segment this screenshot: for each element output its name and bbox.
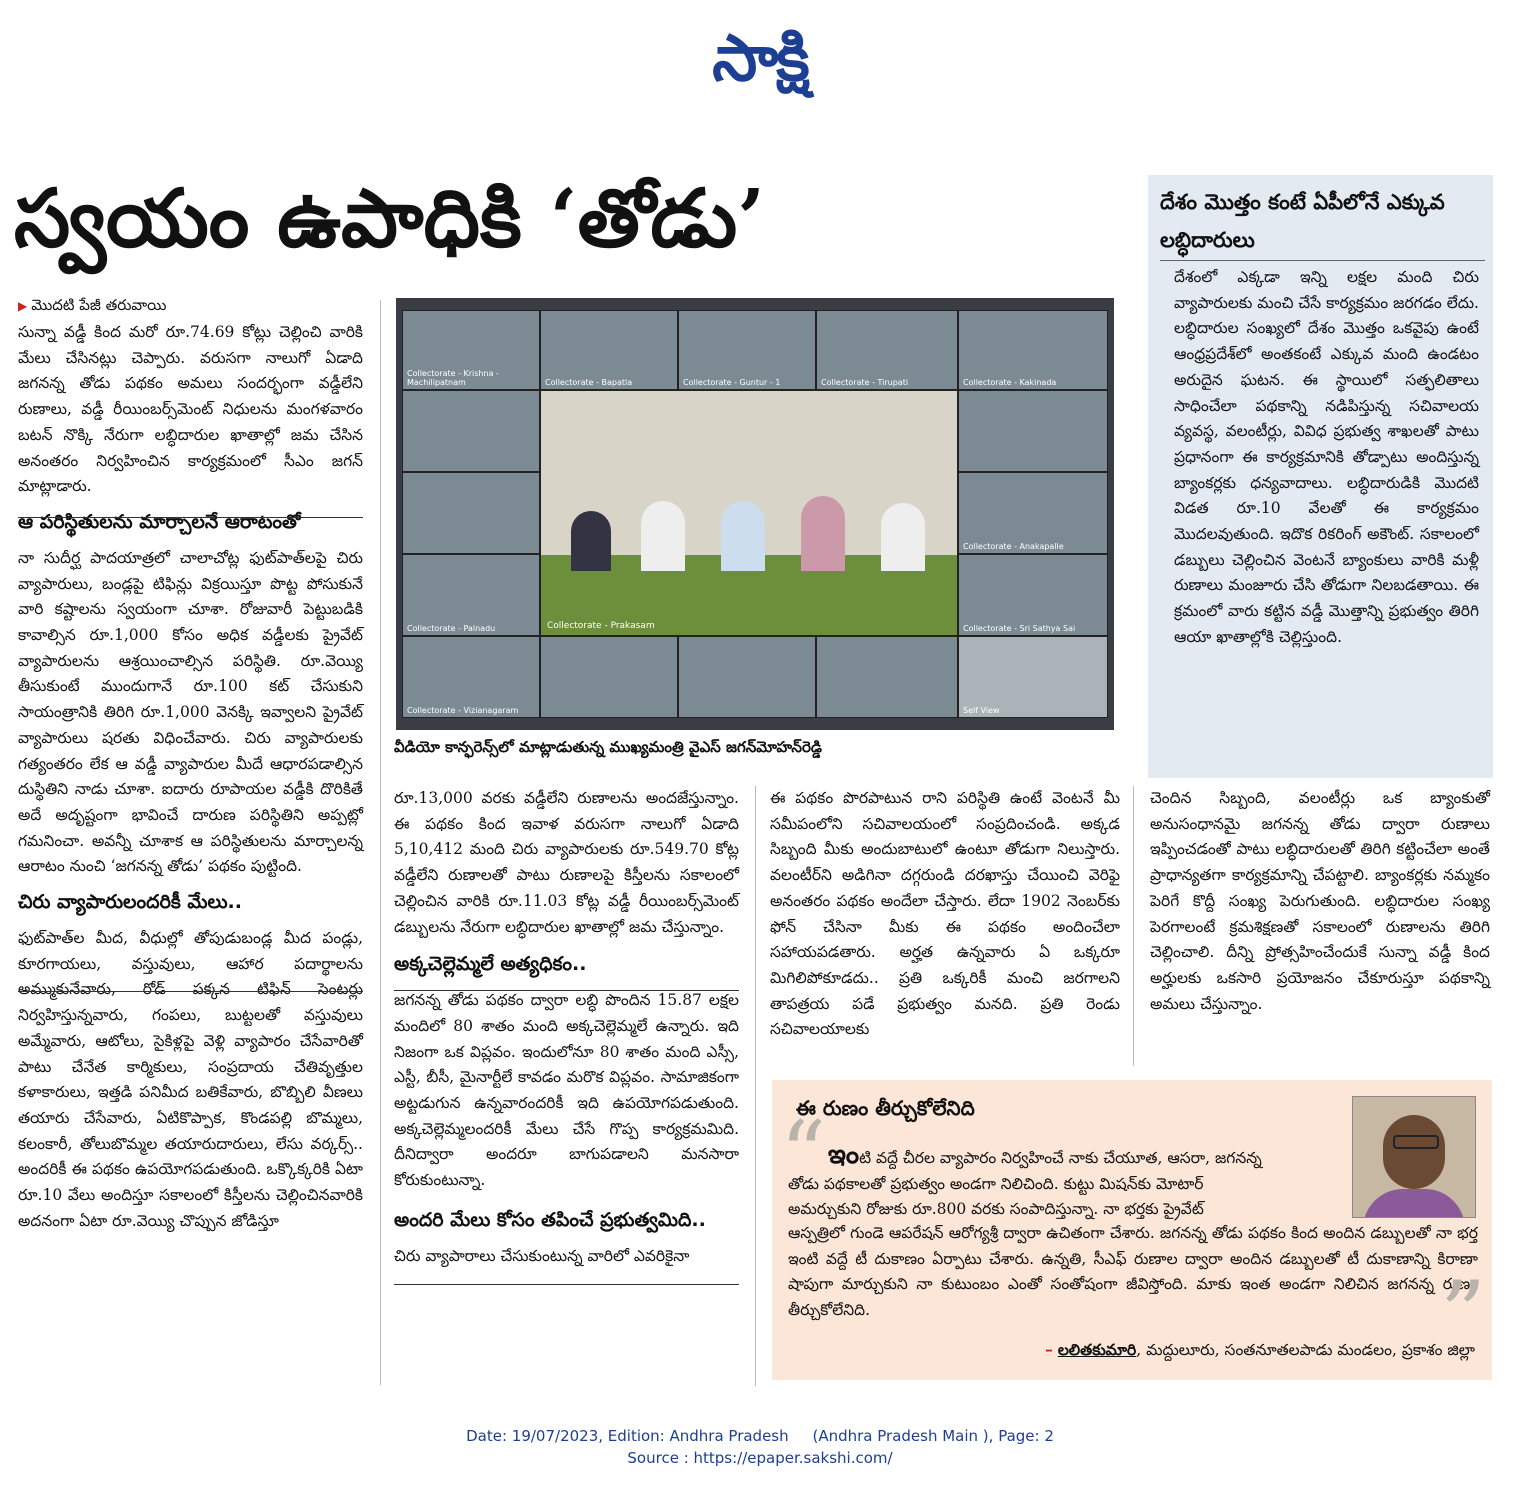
col1-para-1: నా సుదీర్ఘ పాదయాత్రలో చాలాచోట్ల ఫుట్‌పాత్‌లపై చిరు వ్యాపారులు, బండ్లపై టిఫిన్లు విక్రయిస్తూ పొట్ట పోసుకునే వారి కష్టాలను స్వయంగా చూశా. రోజువారీ పెట్టుబడికి కావాల్సిన రూ.1,000 కోసం అధిక వడ్డీలకు ప్రైవేట్‌ వ్యాపారులను ఆశ్రయించాల్సిన పరిస్థితి. రూ.వెయ్యి తీసుకుంటే ముందుగానే రూ.100 కట్‌ చేసుకుని సాయంత్రానికి తిరిగి రూ.1,000 వెనక్కి ఇవ్వాలని ప్రైవేట్‌ వ్యాపారులు షరతు విధించేవారు. చిరు వ్యాపారులకు గత్యంతరం లేక ఆ వడ్డీ వ్యాపారుల మీదే ఆధారపడాల్సిన దుస్థితిని నాడు చూశా. ఐదారు రూపాయల వడ్డీకి దొరికితే అదే అదృష్టంగా భావించే దారుణ పరిస్థితిని అప్పట్లో గమనించా. అవన్నీ చూశాక ఆ పరిస్థితులను మార్చాలన్న ఆరాటం నుంచి ‘జగనన్న తోడు’ పథకం పుట్టింది. (18, 548, 363, 876)
col2-para-1: రూ.13,000 వరకు వడ్డీలేని రుణాలను అందజేస్తున్నాం. ఈ పథకం కింద ఇవాళ వరుసగా నాలుగో ఏడాది 5,10,412 మంది చిరు వ్యాపారులకు రూ.549.70 కోట్ల వడ్డీలేని రుణాలతో పాటు రుణాలపై కిస్తీలను సకాలంలో చెల్లించిన వారికి రూ.11.03 కోట్ల వడ్డీ రీయింబర్స్‌మెంట్‌ డబ్బులను నేరుగా లబ్ధిదారుల ఖాతాల్లో జమ చేస్తున్నాం. (394, 789, 739, 936)
column-3 (770, 786, 1120, 1043)
signature-dash: – (1045, 1340, 1053, 1359)
photo-tile (958, 472, 1108, 554)
quote-body (788, 1140, 1338, 1223)
col1-subheading-2: చిరు వ్యాపారులందరికీ మేలు.. (18, 891, 242, 914)
tile-label: Collectorate - Anakapalle (963, 542, 1064, 551)
photo-tile (402, 472, 540, 554)
tile-label: Collectorate - Tirupati (821, 378, 909, 387)
photo-tile (678, 310, 816, 390)
triangle-icon: ▶ (18, 299, 28, 313)
quote-rest-text: ఆస్పత్రిలో గుండె ఆపరేషన్‌ ఆరోగ్యశ్రీ ద్వారా ఉచితంగా చేశారు. జగనన్న తోడు పథకం కింద అందిన డబ్బులతో నా భర్త ఇంటి వద్దే టీ దుకాణం ఏర్పాటు చేశారు. ఉన్నతి, సీఎఫ్‌ రుణాల ద్వారా అందిన డబ్బులతో టీ దుకాణాన్ని కిరాణా షాపుగా మార్చుకుని నా కుటుంబం ఎంతో సంతోషంగా జీవిస్తోంది. మాకు ఇంత అండగా నిలిచిన జగనన్న రుణం తీర్చుకోలేనిది. (788, 1224, 1478, 1320)
quote-line-text: టి వద్దే చీరల వ్యాపారం నిర్వహించే నాకు చేయూత, ఆసరా, జగనన్న (859, 1149, 1262, 1167)
photo-tile (402, 636, 540, 718)
tile-label: Collectorate - Prakasam (547, 621, 655, 631)
video-conference-photo (396, 298, 1114, 730)
sidebar-text: దేశంలో ఎక్కడా ఇన్ని లక్షల మంది చిరు వ్యాపారులకు మంచి చేసే కార్యక్రమం జరగడం లేదు. లబ్ధిదారుల సంఖ్యలో దేశం మొత్తం ఒకవైపు ఉంటే ఆంధ్రప్రదేశ్‌లో అంతకంటే ఎక్కువ మంది ఉండటం అరుదైన ఘటన. ఈ స్థాయిలో సత్ఫలితాలు సాధించేలా పథకాన్ని నడిపిస్తున్న సచివాలయ వ్యవస్థ, వలంటీర్లు, వివిధ ప్రభుత్వ శాఖలతో పాటు ప్రధానంగా ఈ కార్యక్రమానికి తోడ్పాటు అందిస్తున్న బ్యాంకర్లకు ధన్యవాదాలు. లబ్ధిదారుడికి మొదటి విడత రూ.10 వేలతో ఈ కార్యక్రమం మొదలవుతుంది. ఇదొక రికరింగ్‌ అకౌంట్‌. సకాలంలో డబ్బులు చెల్లించిన వెంటనే బ్యాంకులు వారికి మళ్లీ రుణాలు మంజూరు చేసి తోడుగా నిలబడతాయి. ఈ క్రమంలో వారు కట్టిన వడ్డీ మొత్తాన్ని ప్రభుత్వం తిరిగి ఆయా ఖాతాల్లోకి చెల్లిస్తుంది. (1174, 268, 1479, 646)
photo-tile (402, 390, 540, 472)
photo-tile (540, 310, 678, 390)
kicker-text: మొదటి పేజీ తరువాయి (31, 296, 167, 314)
tile-label: Collectorate - Bapatla (545, 378, 633, 387)
photo-tile (958, 390, 1108, 472)
sidebar-title: దేశం మొత్తం కంటే ఏపీలోనే ఎక్కువ లబ్ధిదారులు (1160, 190, 1445, 252)
tile-label: Collectorate - Krishna - Machilipatnam (407, 369, 499, 387)
quote-line-3: అమర్చుకుని రోజుకు రూ.800 వరకు సంపాదిస్తున్నా. నా భర్తకు ప్రైవేట్‌ (788, 1200, 1204, 1219)
quote-signature (955, 1340, 1475, 1363)
kicker (18, 296, 166, 318)
divider (394, 990, 739, 991)
column-4 (1150, 786, 1490, 1017)
quote-line-2: తోడు పథకాలతో ప్రభుత్వం అండగా నిలిచింది. కుట్టు మిషన్‌కు మోటార్‌ (788, 1174, 1204, 1193)
photo-tile (816, 310, 958, 390)
col1-para-2: ఫుట్‌పాత్‌ల మీద, వీధుల్లో తోపుడుబండ్ల మీద పండ్లు, కూరగాయలు, వస్తువులు, ఆహార పదార్థాలను అమ్ముకునేవారు, రోడ్‌ పక్కన టిఫిన్‌ సెంటర్లు నిర్వహిస్తున్నవారు, గంపలు, బుట్టలతో వస్తువులు అమ్మేవారు, ఆటోలు, సైకిళ్లపై వెళ్లి వ్యాపారం చేసేవారితో పాటు చేనేత కార్మికులు, సంప్రదాయ చేతివృత్తుల కళాకారులు, ఇత్తడి పనిమీద బతికేవారు, బొబ్బిలి వీణలు తయారు చేసేవారు, ఏటికొప్పాక, కొండపల్లి బొమ్మలు, కలంకారీ, తోలుబొమ్మల తయారుదారులు, లేసు వర్కర్స్‌.. అందరికీ ఈ పథకం ఉపయోగపడుతుంది. ఒక్కొక్కరికి ఏటా రూ.10 వేలు అందిస్తూ సకాలంలో కిస్తీలను చెల్లించినవారికి అదనంగా ఏటా రూ.వెయ్యి చొప్పున జోడిస్తూ (18, 929, 363, 1230)
quote-body-rest (788, 1221, 1478, 1324)
divider (1160, 260, 1485, 261)
signature-place: , మద్దులూరు, సంతనూతలపాడు మండలం, ప్రకాశం జిల్లా (1136, 1341, 1475, 1359)
col3-para-1: ఈ పథకం పొరపాటున రాని పరిస్థితి ఉంటే వెంటనే మీ సమీపంలోని సచివాలయంలో సంప్రదించండి. అక్కడ సిబ్బంది మీకు అందుబాటులో ఉంటూ తోడుగా నిలుస్తారు. వలంటీర్‌ని అడిగినా దగ్గరుండి దరఖాస్తు చేయించి వెరిఫై అనంతరం పథకం అందేలా చేస్తారు. లేదా 1902 నెంబర్‌కు ఫోన్‌ చేసినా మీకు ఈ పథకం అందించేలా సహాయపడతారు. అర్హత ఉన్నవారు ఏ ఒక్కరూ మిగిలిపోకూడదు.. ప్రతి ఒక్కరికీ మంచి జరగాలని తాపత్రయ పడే ప్రభుత్వం మనది. ప్రతి రెండు సచివాలయాలకు (770, 789, 1120, 1039)
col2-para-3: చిరు వ్యాపారాలు చేసుకుంటున్న వారిలో ఎవరికైనా (394, 1246, 690, 1265)
footer (380, 1425, 1140, 1469)
sidebar-body (1174, 265, 1479, 651)
tile-label: Collectorate - Palnadu (407, 624, 496, 633)
photo-tile (958, 554, 1108, 636)
col1-subheading-1: ఆ పరిస్థితులను మార్చాలనే ఆరాటంతో (18, 510, 301, 533)
column-divider (755, 786, 756, 1386)
column-divider (1133, 786, 1134, 1066)
tile-label: Collectorate - Guntur - 1 (683, 378, 781, 387)
close-quote-icon: ” (1440, 1262, 1487, 1367)
col2-para-2: జగనన్న తోడు పథకం ద్వారా లబ్ధి పొందిన 15.87 లక్షల మందిలో 80 శాతం మంది అక్కచెల్లెమ్మలే ఉన్నారు. ఇది నిజంగా ఒక విప్లవం. ఇందులోనూ 80 శాతం మంది ఎస్సీ, ఎస్టీ, బీసీ, మైనార్టీలే కావడం మరొక విప్లవం. సామాజికంగా అట్టడుగున ఉన్నవారందరికీ ఇది ఉపయోగపడుతుంది. అక్కచెల్లెమ్మలందరికీ మేలు చేసే గొప్ప కార్యక్రమమిది. దీనిద్వారా అందరూ బాగుపడాలని మనసారా కోరుకుంటున్నా. (394, 991, 739, 1190)
divider (18, 991, 363, 992)
tile-label: Collectorate - Sri Sathya Sai (963, 624, 1076, 633)
photo-tile (540, 636, 678, 718)
photo-main-tile (540, 390, 958, 636)
column-divider (380, 300, 381, 1385)
tile-label: Collectorate - Kakinada (963, 378, 1057, 387)
headline: స్వయం ఉపాధికి ‘తోడు’ (14, 171, 766, 265)
col4-para-1: చెందిన సిబ్బంది, వలంటీర్లు ఒక బ్యాంకుతో అనుసంధానమై జగనన్న తోడు ద్వారా రుణాలు ఇప్పించడంతో పాటు లబ్ధిదారులతో తిరిగి కట్టించేలా అంతే ప్రాధాన్యతగా కార్యక్రమాన్ని చేపట్టాలి. బ్యాంకర్లకు నమ్మకం పెరిగే కొద్దీ సంఖ్య పెరుగుతుంది. లబ్ధిదారుల సంఖ్య పెరగాలంటే క్రమశిక్షణతో సకాలంలో రుణాలను తిరిగి చెల్లించాలి. దీన్ని ప్రోత్సహించేందుకే సున్నా వడ్డీ కింద అర్హులకు ఒకసారి ప్రయోజనం చేకూరుస్తూ పథకాన్ని అమలు చేస్తున్నాం. (1150, 789, 1490, 1013)
divider (18, 517, 363, 518)
col2-subheading-2: అందరి మేలు కోసం తపించే ప్రభుత్వమిది.. (394, 1208, 706, 1231)
photo-tile (816, 636, 958, 718)
footer-source-line: Source : https://epaper.sakshi.com/ (627, 1449, 893, 1467)
photo-tile (678, 636, 816, 718)
divider (394, 1284, 739, 1285)
tile-label: Collectorate - Vizianagaram (407, 706, 519, 715)
column-2 (394, 786, 739, 1270)
tile-label: Self View (963, 706, 1000, 715)
photo-tile (958, 310, 1108, 390)
col2-subheading-1: అక్కచెల్లెమ్మలే అత్యధికం.. (394, 953, 587, 976)
footer-date-line: Date: 19/07/2023, Edition: Andhra Pradesh (Andhra Pradesh Main ), Page: 2 (466, 1427, 1054, 1445)
photo-caption: వీడియో కాన్ఫరెన్స్‌లో మాట్లాడుతున్న ముఖ్యమంత్రి వైఎస్‌ జగన్‌మోహన్‌రెడ్డి (394, 738, 822, 756)
quote-title: ఈ రుణం తీర్చుకోలేనిది (796, 1096, 975, 1120)
drop-cap: ఇం (828, 1140, 860, 1170)
photo-tile (958, 636, 1108, 718)
signature-name: లలితకుమారి (1057, 1340, 1137, 1359)
column-1 (18, 320, 363, 1235)
open-quote-icon: “ (780, 1102, 827, 1207)
quote-line-1 (828, 1140, 1338, 1172)
masthead-logo: సాక్షి (712, 22, 808, 96)
photo-tile (402, 310, 540, 390)
col1-intro: సున్నా వడ్డీ కింద మరో రూ.74.69 కోట్లు చెల్లించి వారికి మేలు చేసినట్లు చెప్పారు. వరుసగా నాలుగో ఏడాది జగనన్న తోడు పథకం అమలు సందర్భంగా వడ్డీలేని రుణాలు, వడ్డీ రీయింబర్స్‌మెంట్‌ నిధులను మంగళవారం బటన్‌ నొక్కి నేరుగా లబ్ధిదారుల ఖాతాల్లో జమ చేసిన అనంతరం నిర్వహించిన కార్యక్రమంలో సీఎం జగన్‌ మాట్లాడారు. (18, 323, 363, 496)
photo-tile (402, 554, 540, 636)
portrait-photo (1352, 1096, 1476, 1218)
